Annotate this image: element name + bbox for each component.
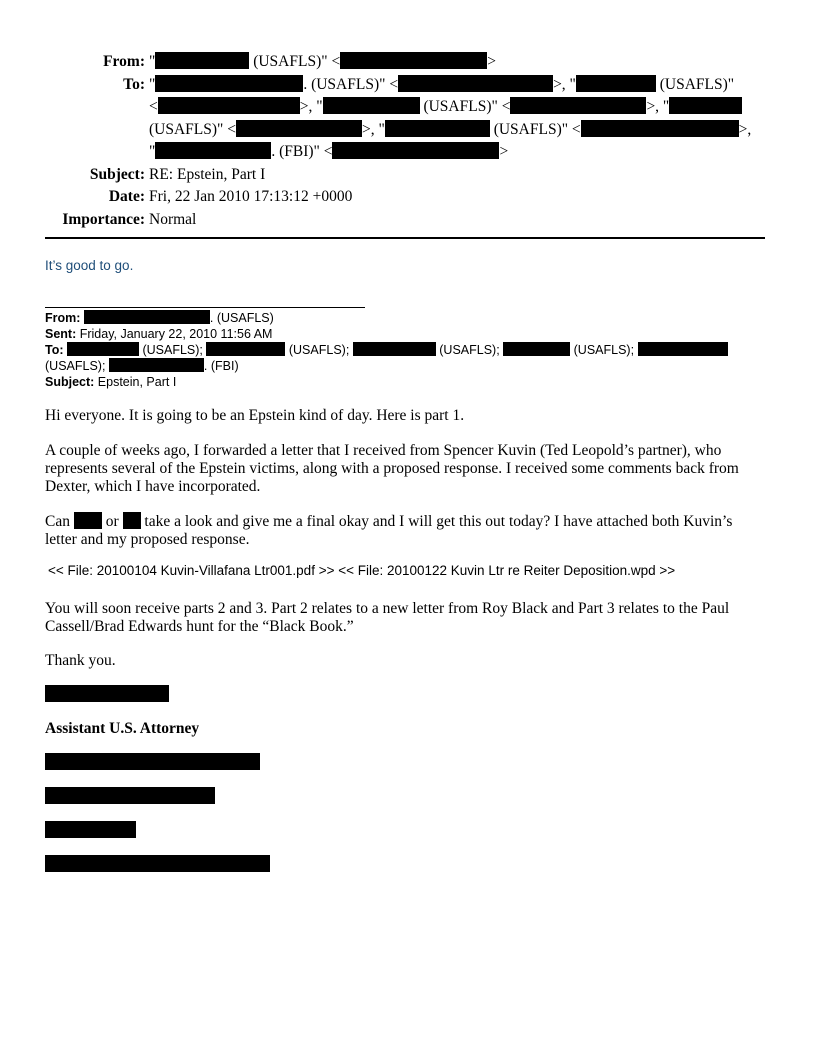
redaction-box — [158, 97, 300, 114]
redaction-box — [45, 753, 260, 770]
redaction-box — [45, 855, 270, 872]
redaction-box — [323, 97, 420, 114]
redaction-box — [510, 97, 646, 114]
redaction-box — [45, 821, 136, 838]
redaction-box — [109, 358, 204, 372]
paragraph-3: Can or take a look and give me a final okay and I will get this out today? I have attached both Kuvin’s letter and my proposed response. — [45, 513, 733, 548]
header-to-row — [45, 74, 760, 164]
redaction-box — [669, 97, 742, 114]
from-value: " (USAFLS)" < > — [149, 53, 496, 70]
header-date-row — [45, 186, 760, 209]
quoted-subject-row: Subject: Epstein, Part I — [45, 375, 177, 389]
redaction-box — [155, 75, 303, 92]
email-header — [45, 51, 760, 231]
to-label: To: — [123, 75, 145, 93]
redaction-box — [581, 120, 739, 137]
header-subject-row — [45, 164, 760, 187]
importance-value: Normal — [149, 210, 197, 228]
date-value: Fri, 22 Jan 2010 17:13:12 +0000 — [149, 188, 353, 205]
redaction-box — [67, 342, 139, 356]
redaction-box — [385, 120, 490, 137]
quoted-to-row: To: (USAFLS); (USAFLS); (USAFLS); (USAFLS); (USAFLS); . (FBI) — [45, 342, 765, 374]
header-importance-row — [45, 209, 760, 232]
redaction-box — [84, 310, 210, 324]
redaction-box — [123, 512, 141, 529]
attachments-line: << File: 20100104 Kuvin-Villafana Ltr001.pdf >> << File: 20100122 Kuvin Ltr re Reiter Deposition.wpd >> — [48, 563, 676, 578]
subject-value: RE: Epstein, Part I — [149, 165, 266, 183]
paragraph-4: You will soon receive parts 2 and 3. Part 2 relates to a new letter from Roy Black and Part 3 relates to the Paul Cassell/Brad Edwards hunt for the “Black Book.” — [45, 600, 730, 635]
redaction-box — [236, 120, 362, 137]
header-from-row — [45, 51, 760, 74]
to-value: " . (USAFLS)" < >, " (USAFLS)" < >, " (USAFLS)" < >, " (USAFLS)" < >, " (USAFLS)" < >, " . (FBI)" < > — [149, 75, 752, 160]
importance-label: Importance: — [62, 210, 145, 228]
redaction-box — [45, 787, 215, 804]
from-label: From: — [103, 53, 145, 70]
quoted-sent-row: Sent: Friday, January 22, 2010 11:56 AM — [45, 327, 273, 341]
redaction-box — [332, 142, 499, 159]
date-label: Date: — [108, 188, 145, 205]
redaction-box — [638, 342, 728, 356]
redaction-box — [155, 142, 271, 159]
redaction-box — [74, 512, 102, 529]
redaction-box — [503, 342, 570, 356]
redaction-box — [155, 52, 249, 69]
thank-you: Thank you. — [45, 652, 116, 669]
paragraph-2: A couple of weeks ago, I forwarded a letter that I received from Spencer Kuvin (Ted Leopold’s partner), who represents several of the Epstein victims, along with a proposed response. I received some comments back from Dexter, which I have incorporated. — [45, 442, 739, 495]
redaction-box — [45, 685, 169, 702]
quoted-from-row: From: . (USAFLS) — [45, 311, 274, 325]
quoted-header — [45, 310, 765, 390]
paragraph-1: Hi everyone. It is going to be an Epstein kind of day. Here is part 1. — [45, 407, 465, 424]
redaction-box — [398, 75, 553, 92]
header-divider — [45, 237, 765, 239]
redaction-box — [206, 342, 285, 356]
redaction-box — [340, 52, 487, 69]
signature-title: Assistant U.S. Attorney — [45, 720, 200, 737]
quoted-divider — [45, 307, 365, 308]
reply-text: It’s good to go. — [45, 258, 134, 273]
subject-label: Subject: — [89, 165, 145, 183]
redaction-box — [576, 75, 656, 92]
redaction-box — [353, 342, 436, 356]
